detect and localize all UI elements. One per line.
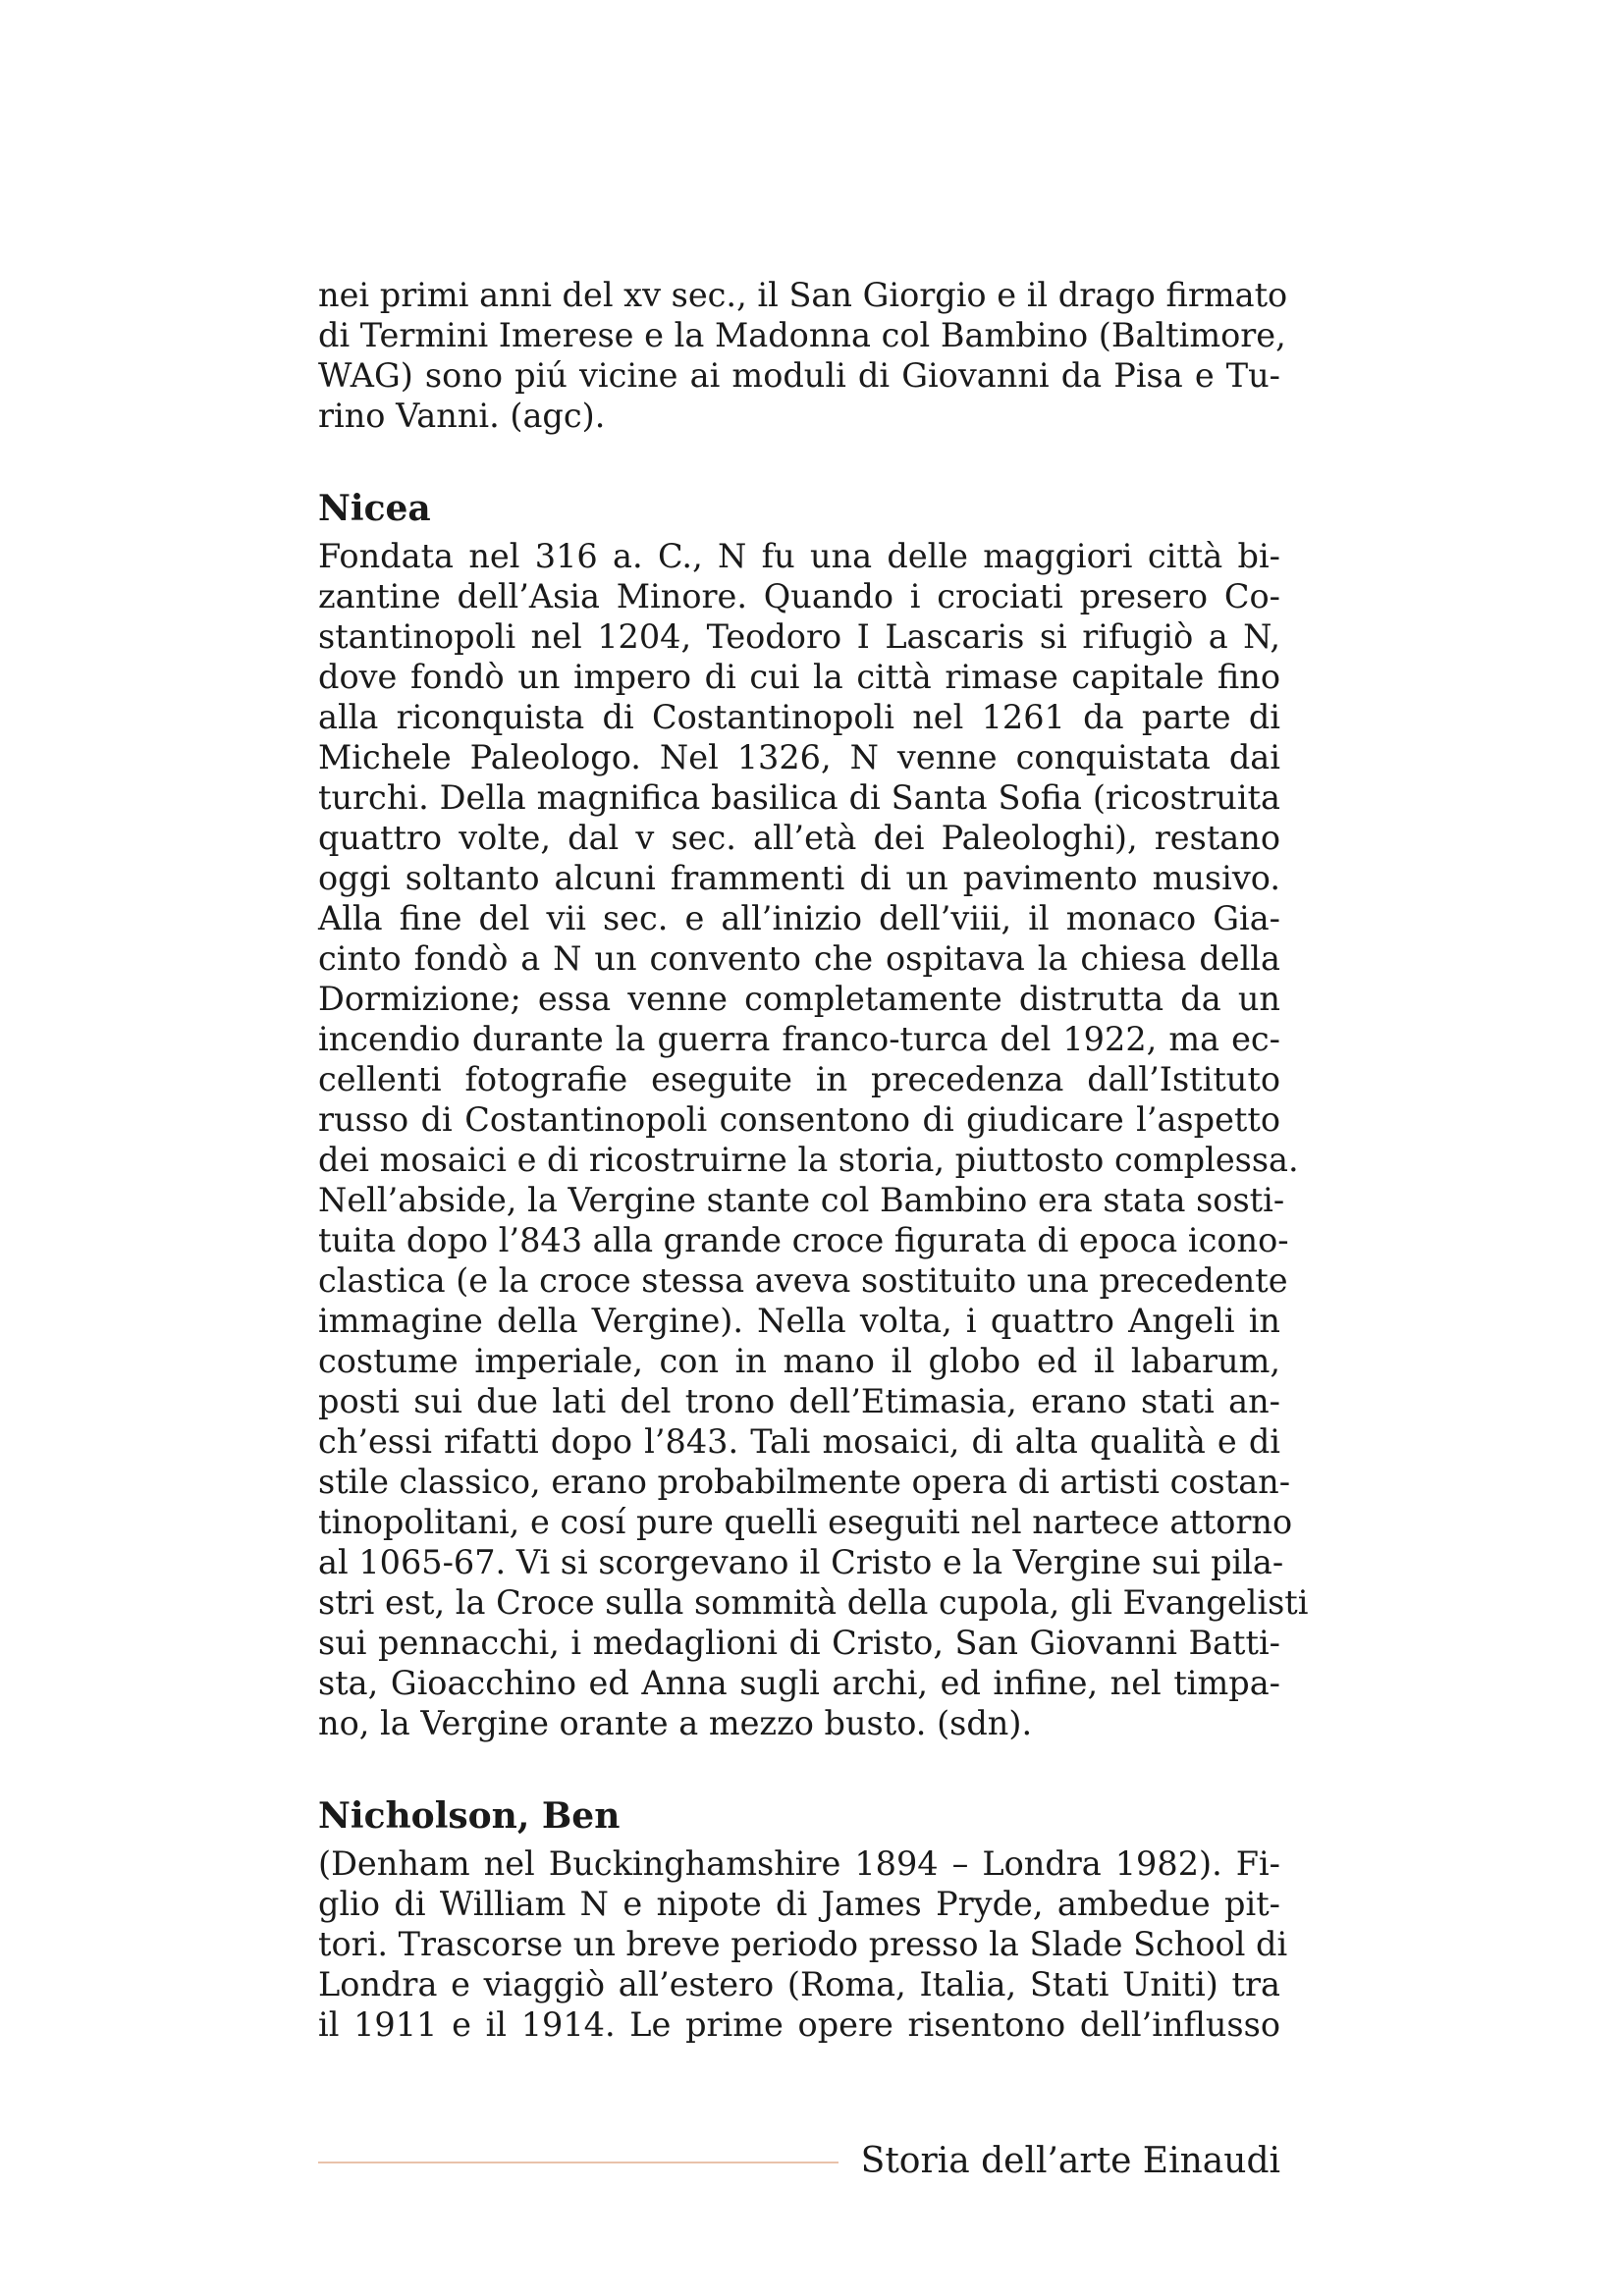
text-line: immagine della Vergine). Nella volta, i quattro Angeli in <box>318 1302 1280 1340</box>
page-footer <box>318 2138 1280 2185</box>
text-line: (Denham nel Buckinghamshire 1894 – Londra 1982). Fi- <box>318 1844 1280 1883</box>
text-line: Michele Paleologo. Nel 1326, N venne conquistata dai <box>318 738 1280 776</box>
text-line: turchi. Della magnifica basilica di Santa Sofia (ricostruita <box>318 778 1280 817</box>
text-line: glio di William N e nipote di James Pryde, ambedue pit- <box>318 1885 1280 1923</box>
text-line: sui pennacchi, i medaglioni di Cristo, San Giovanni Batti- <box>318 1624 1280 1662</box>
text-line: rino Vanni. (agc). <box>318 397 606 435</box>
text-line: clastica (e la croce stessa aveva sostituito una precedente <box>318 1261 1288 1300</box>
text-line: sta, Gioacchino ed Anna sugli archi, ed infine, nel timpa- <box>318 1664 1280 1702</box>
text-line: stri est, la Croce sulla sommità della cupola, gli Evangelisti <box>318 1583 1309 1622</box>
text-line: alla riconquista di Costantinopoli nel 1261 da parte di <box>318 698 1280 736</box>
text-line: al 1065-67. Vi si scorgevano il Cristo e la Vergine sui pila- <box>318 1543 1284 1581</box>
intro-paragraph <box>318 275 1288 436</box>
text-line: di Termini Imerese e la Madonna col Bambino (Baltimore, <box>318 316 1286 354</box>
text-line: nei primi anni del xv sec., il San Giorgio e il drago firmato <box>318 276 1288 314</box>
text-line: tori. Trascorse un breve periodo presso la Slade School di <box>318 1925 1288 1963</box>
page-content <box>318 275 1309 2045</box>
entry-headword: Nicholson, Ben <box>318 1795 621 1837</box>
text-line: stantinopoli nel 1204, Teodoro I Lascaris si rifugiò a N, <box>318 617 1280 656</box>
text-line: costume imperiale, con in mano il globo ed il labarum, <box>318 1342 1280 1380</box>
text-line: posti sui due lati del trono dell’Etimasia, erano stati an- <box>318 1382 1280 1420</box>
text-line: cinto fondò a N un convento che ospitava la chiesa della <box>318 939 1280 978</box>
text-line: Nell’abside, la Vergine stante col Bambino era stata sosti- <box>318 1181 1285 1219</box>
text-line: ch’essi rifatti dopo l’843. Tali mosaici, di alta qualità e di <box>318 1422 1280 1461</box>
text-line: russo di Costantinopoli consentono di giudicare l’aspetto <box>318 1100 1280 1139</box>
text-line: Londra e viaggiò all’estero (Roma, Italia, Stati Uniti) tra <box>318 1965 1280 2003</box>
entry-nicea <box>318 487 1309 1743</box>
text-line: no, la Vergine orante a mezzo busto. (sdn). <box>318 1704 1033 1742</box>
text-line: Dormizione; essa venne completamente distrutta da un <box>318 980 1280 1018</box>
entry-headword: Nicea <box>318 488 431 529</box>
text-line: tuita dopo l’843 alla grande croce figurata di epoca icono- <box>318 1221 1289 1259</box>
text-line: Alla fine del vii sec. e all’inizio dell’viii, il monaco Gia- <box>318 899 1280 937</box>
text-line: incendio durante la guerra franco-turca del 1922, ma ec- <box>318 1020 1280 1058</box>
entry-body <box>318 536 1309 1743</box>
text-line: cellenti fotografie eseguite in precedenza dall’Istituto <box>318 1060 1280 1098</box>
text-line: Fondata nel 316 a. C., N fu una delle maggiori città bi- <box>318 537 1280 575</box>
text-line: zantine dell’Asia Minore. Quando i crociati presero Co- <box>318 577 1280 615</box>
text-line: WAG) sono piú vicine ai moduli di Giovanni da Pisa e Tu- <box>318 356 1280 395</box>
text-line: oggi soltanto alcuni frammenti di un pavimento musivo. <box>318 859 1280 897</box>
footer-rule <box>318 2162 839 2163</box>
text-line: tinopolitani, e cosí pure quelli eseguiti nel nartece attorno <box>318 1503 1293 1541</box>
footer-title: Storia dell’arte Einaudi <box>860 2141 1280 2181</box>
entry-nicholson-ben <box>318 1794 1288 2045</box>
text-line: dei mosaici e di ricostruirne la storia, piuttosto complessa. <box>318 1141 1299 1179</box>
text-line: stile classico, erano probabilmente opera di artisti costan- <box>318 1463 1291 1501</box>
text-line: il 1911 e il 1914. Le prime opere risentono dell’influsso <box>318 2005 1280 2044</box>
text-line: dove fondò un impero di cui la città rimase capitale fino <box>318 658 1280 696</box>
entry-body <box>318 1843 1288 2045</box>
text-line: quattro volte, dal v sec. all’età dei Paleologhi), restano <box>318 819 1280 857</box>
